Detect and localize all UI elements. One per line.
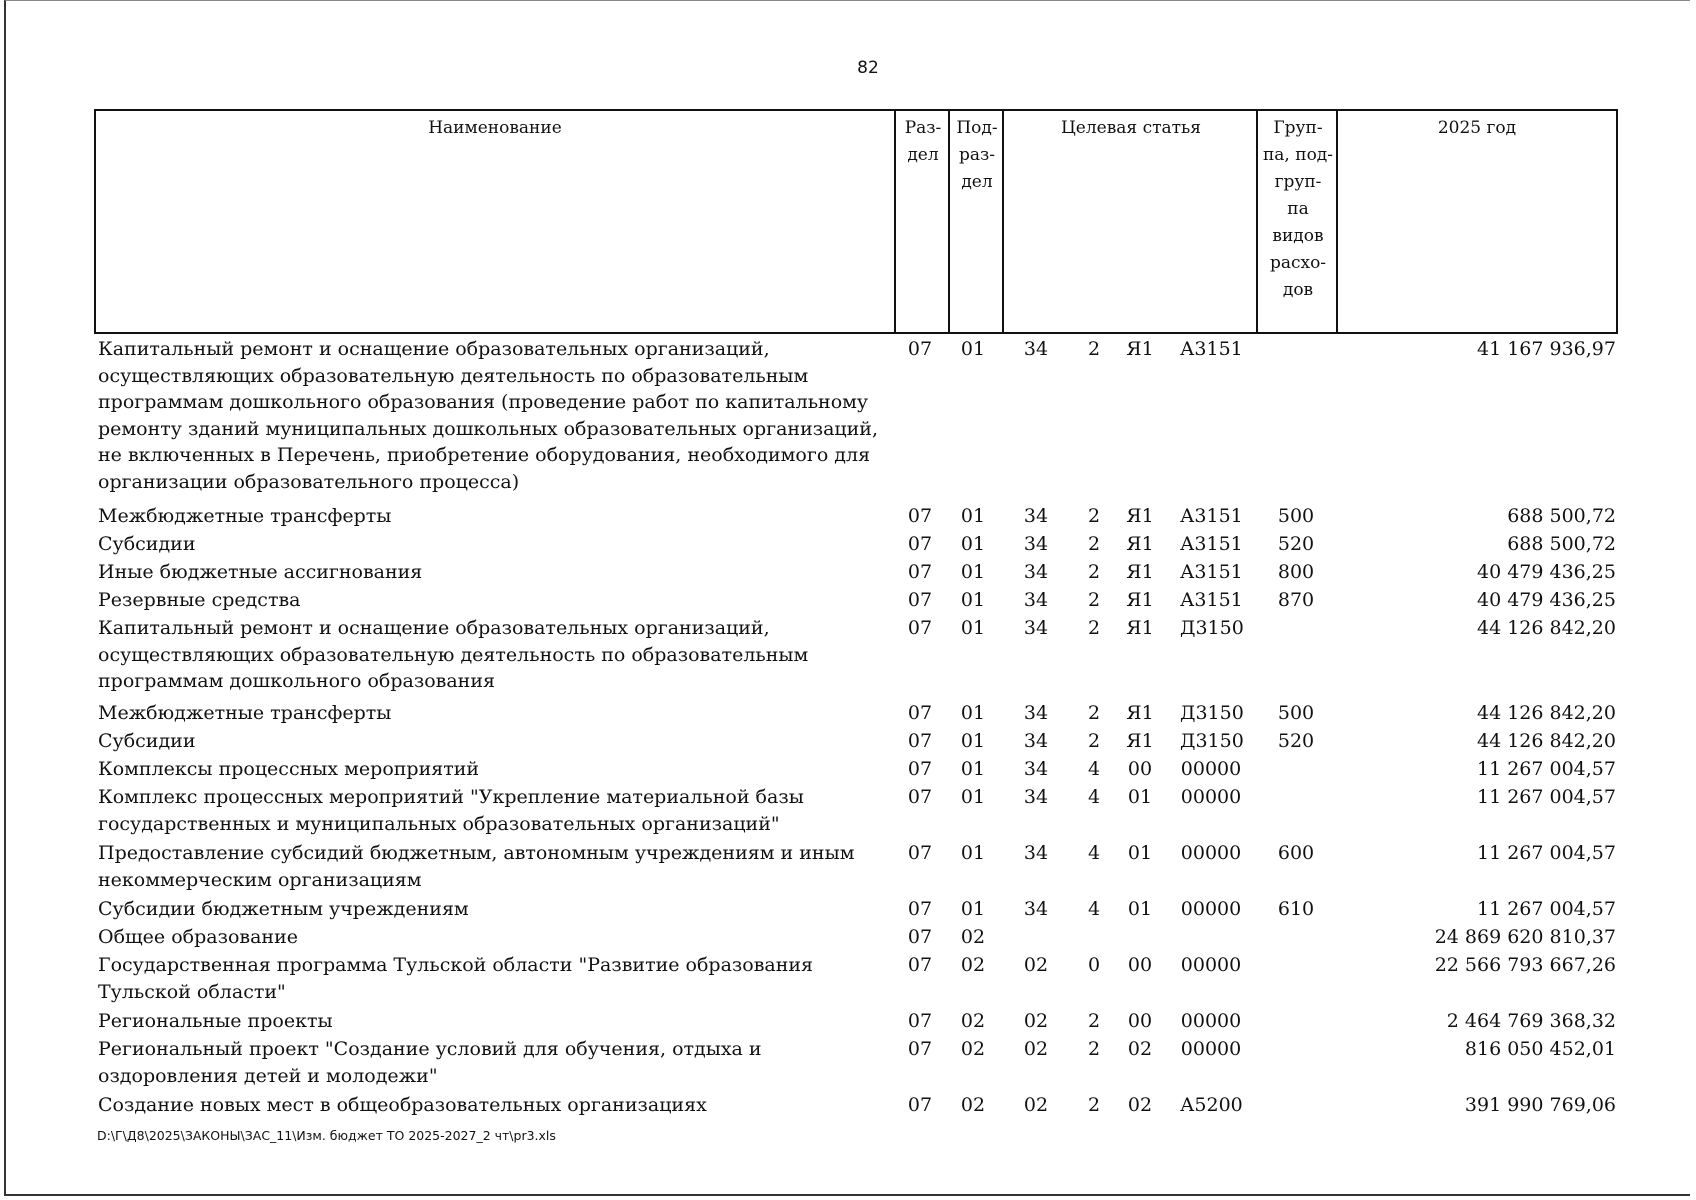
row-target-direction: А3151 bbox=[1180, 505, 1243, 527]
row-name: Общее образование bbox=[98, 926, 298, 948]
row-razdel: 07 bbox=[907, 898, 933, 920]
row-podrazdel: 01 bbox=[960, 561, 986, 583]
row-target-program: 34 bbox=[1023, 561, 1049, 583]
row-amount-2025: 11 267 004,57 bbox=[1476, 898, 1616, 920]
row-target-direction: Д3150 bbox=[1180, 730, 1244, 752]
row-podrazdel: 01 bbox=[960, 617, 986, 639]
row-podrazdel: 02 bbox=[960, 954, 986, 976]
row-target-program: 34 bbox=[1023, 786, 1049, 808]
table-header bbox=[94, 109, 1618, 334]
row-target-project: 01 bbox=[1127, 786, 1153, 808]
row-podrazdel: 01 bbox=[960, 589, 986, 611]
row-expense-group: 500 bbox=[1277, 702, 1315, 724]
row-target-program: 34 bbox=[1023, 702, 1049, 724]
row-target-type: 2 bbox=[1087, 561, 1101, 583]
row-expense-group: 520 bbox=[1277, 730, 1315, 752]
row-amount-2025: 11 267 004,57 bbox=[1476, 758, 1616, 780]
row-target-project: Я1 bbox=[1126, 561, 1154, 583]
row-podrazdel: 01 bbox=[960, 842, 986, 864]
row-target-type: 4 bbox=[1087, 898, 1101, 920]
row-razdel: 07 bbox=[907, 338, 933, 360]
row-target-project: 00 bbox=[1127, 758, 1153, 780]
row-podrazdel: 01 bbox=[960, 505, 986, 527]
row-target-type: 4 bbox=[1087, 758, 1101, 780]
row-razdel: 07 bbox=[907, 702, 933, 724]
row-amount-2025: 2 464 769 368,32 bbox=[1446, 1010, 1616, 1032]
row-target-project: 00 bbox=[1127, 954, 1153, 976]
row-name: Субсидии bbox=[98, 533, 196, 555]
row-name: Создание новых мест в общеобразовательных организациях bbox=[98, 1094, 707, 1116]
row-expense-group: 600 bbox=[1277, 842, 1315, 864]
row-podrazdel: 01 bbox=[960, 758, 986, 780]
row-target-project: Я1 bbox=[1126, 730, 1154, 752]
row-target-program: 02 bbox=[1023, 1094, 1049, 1116]
row-target-type: 2 bbox=[1087, 338, 1101, 360]
row-amount-2025: 40 479 436,25 bbox=[1476, 561, 1616, 583]
row-amount-2025: 41 167 936,97 bbox=[1476, 338, 1616, 360]
row-podrazdel: 01 bbox=[960, 533, 986, 555]
row-podrazdel: 01 bbox=[960, 338, 986, 360]
header-podrazdel: Под- раз- дел bbox=[948, 111, 1004, 332]
row-target-project: Я1 bbox=[1126, 589, 1154, 611]
file-path: D:\Г\Д8\2025\ЗАКОНЫ\ЗАС_11\Изм. бюджет ТО 2025-2027_2 чт\pr3.xls bbox=[97, 1128, 556, 1143]
row-razdel: 07 bbox=[907, 730, 933, 752]
row-target-program: 02 bbox=[1023, 1038, 1049, 1060]
header-target-article: Целевая статья bbox=[1002, 111, 1258, 332]
row-name: Иные бюджетные ассигнования bbox=[98, 561, 423, 583]
header-name: Наименование bbox=[428, 118, 562, 138]
header-razdel: Раз- дел bbox=[894, 111, 950, 332]
row-target-direction: Д3150 bbox=[1180, 702, 1244, 724]
row-target-type: 2 bbox=[1087, 533, 1101, 555]
row-target-direction: 00000 bbox=[1180, 1010, 1242, 1032]
row-razdel: 07 bbox=[907, 926, 933, 948]
row-target-type: 2 bbox=[1087, 1038, 1101, 1060]
row-target-project: Я1 bbox=[1126, 533, 1154, 555]
row-podrazdel: 01 bbox=[960, 898, 986, 920]
row-target-program: 34 bbox=[1023, 505, 1049, 527]
row-razdel: 07 bbox=[907, 589, 933, 611]
row-target-direction: 00000 bbox=[1180, 786, 1242, 808]
row-amount-2025: 24 869 620 810,37 bbox=[1434, 926, 1616, 948]
row-target-direction: А3151 bbox=[1180, 561, 1243, 583]
row-target-project: Я1 bbox=[1126, 338, 1154, 360]
row-name: Межбюджетные трансферты bbox=[98, 505, 392, 527]
row-name: Резервные средства bbox=[98, 589, 301, 611]
row-expense-group: 870 bbox=[1277, 589, 1315, 611]
row-amount-2025: 22 566 793 667,26 bbox=[1434, 954, 1616, 976]
row-target-project: 00 bbox=[1127, 1010, 1153, 1032]
row-target-program: 34 bbox=[1023, 589, 1049, 611]
row-target-direction: 00000 bbox=[1180, 758, 1242, 780]
row-name: Межбюджетные трансферты bbox=[98, 702, 392, 724]
row-podrazdel: 02 bbox=[960, 926, 986, 948]
row-podrazdel: 02 bbox=[960, 1094, 986, 1116]
row-name: Государственная программа Тульской области "Развитие образования Тульской области" bbox=[98, 954, 814, 1003]
row-podrazdel: 02 bbox=[960, 1010, 986, 1032]
header-expense-group: Груп- па, под- груп- па видов расхо- дов bbox=[1256, 111, 1338, 332]
row-target-type: 4 bbox=[1087, 842, 1101, 864]
row-target-type: 2 bbox=[1087, 1010, 1101, 1032]
row-target-type: 2 bbox=[1087, 702, 1101, 724]
page-number: 82 bbox=[857, 58, 879, 78]
row-target-direction: А5200 bbox=[1180, 1094, 1243, 1116]
row-amount-2025: 40 479 436,25 bbox=[1476, 589, 1616, 611]
row-razdel: 07 bbox=[907, 1094, 933, 1116]
row-expense-group: 800 bbox=[1277, 561, 1315, 583]
row-target-direction: А3151 bbox=[1180, 338, 1243, 360]
row-name: Комплекс процессных мероприятий "Укрепление материальной базы государственных и муниципальных образовательных организаций" bbox=[98, 786, 804, 835]
row-target-program: 34 bbox=[1023, 338, 1049, 360]
row-amount-2025: 688 500,72 bbox=[1507, 533, 1616, 555]
row-target-type: 2 bbox=[1087, 589, 1101, 611]
row-target-project: 01 bbox=[1127, 842, 1153, 864]
row-amount-2025: 688 500,72 bbox=[1507, 505, 1616, 527]
row-amount-2025: 11 267 004,57 bbox=[1476, 842, 1616, 864]
row-razdel: 07 bbox=[907, 954, 933, 976]
row-podrazdel: 01 bbox=[960, 730, 986, 752]
row-expense-group: 610 bbox=[1277, 898, 1315, 920]
row-target-direction: 00000 bbox=[1180, 842, 1242, 864]
row-target-direction: 00000 bbox=[1180, 954, 1242, 976]
row-target-direction: 00000 bbox=[1180, 1038, 1242, 1060]
row-expense-group: 520 bbox=[1277, 533, 1315, 555]
row-target-program: 34 bbox=[1023, 898, 1049, 920]
row-razdel: 07 bbox=[907, 561, 933, 583]
row-razdel: 07 bbox=[907, 505, 933, 527]
row-amount-2025: 11 267 004,57 bbox=[1476, 786, 1616, 808]
row-target-program: 34 bbox=[1023, 617, 1049, 639]
row-target-project: Я1 bbox=[1126, 617, 1154, 639]
row-target-project: Я1 bbox=[1126, 702, 1154, 724]
row-target-project: 01 bbox=[1127, 898, 1153, 920]
row-razdel: 07 bbox=[907, 1038, 933, 1060]
row-target-direction: А3151 bbox=[1180, 589, 1243, 611]
row-target-program: 34 bbox=[1023, 842, 1049, 864]
row-target-type: 2 bbox=[1087, 617, 1101, 639]
row-name: Региональные проекты bbox=[98, 1010, 333, 1032]
row-target-program: 34 bbox=[1023, 758, 1049, 780]
row-amount-2025: 44 126 842,20 bbox=[1476, 730, 1616, 752]
row-target-direction: 00000 bbox=[1180, 898, 1242, 920]
row-name: Комплексы процессных мероприятий bbox=[98, 758, 480, 780]
row-name: Предоставление субсидий бюджетным, автономным учреждениям и иным некоммерческим организациям bbox=[98, 842, 855, 891]
row-expense-group: 500 bbox=[1277, 505, 1315, 527]
row-target-program: 34 bbox=[1023, 533, 1049, 555]
row-razdel: 07 bbox=[907, 1010, 933, 1032]
row-name: Капитальный ремонт и оснащение образовательных организаций, осуществляющих образовательную деятельность по образовательным программам дошкольного образования (проведение работ по капитальному ремонту зданий муниципальных дошкольных образовательных организаций, не включенных в Перечень, приобретение оборудования, необходимого для организации образовательного процесса) bbox=[98, 338, 879, 493]
row-target-program: 34 bbox=[1023, 730, 1049, 752]
row-target-project: 02 bbox=[1127, 1038, 1153, 1060]
row-razdel: 07 bbox=[907, 758, 933, 780]
row-razdel: 07 bbox=[907, 617, 933, 639]
row-target-type: 0 bbox=[1087, 954, 1101, 976]
row-name: Капитальный ремонт и оснащение образовательных организаций, осуществляющих образовательную деятельность по образовательным программам дошкольного образования bbox=[98, 617, 809, 692]
row-amount-2025: 44 126 842,20 bbox=[1476, 617, 1616, 639]
row-amount-2025: 391 990 769,06 bbox=[1464, 1094, 1616, 1116]
row-name: Региональный проект "Создание условий для обучения, отдыха и оздоровления детей и молодежи" bbox=[98, 1038, 762, 1087]
row-target-program: 02 bbox=[1023, 954, 1049, 976]
row-name: Субсидии бюджетным учреждениям bbox=[98, 898, 469, 920]
row-podrazdel: 01 bbox=[960, 786, 986, 808]
header-year: 2025 год bbox=[1336, 111, 1616, 332]
row-razdel: 07 bbox=[907, 842, 933, 864]
row-amount-2025: 816 050 452,01 bbox=[1464, 1038, 1616, 1060]
row-target-project: 02 bbox=[1127, 1094, 1153, 1116]
row-target-project: Я1 bbox=[1126, 505, 1154, 527]
row-target-type: 4 bbox=[1087, 786, 1101, 808]
row-target-type: 2 bbox=[1087, 730, 1101, 752]
row-target-type: 2 bbox=[1087, 505, 1101, 527]
row-podrazdel: 02 bbox=[960, 1038, 986, 1060]
row-target-direction: Д3150 bbox=[1180, 617, 1244, 639]
row-target-type: 2 bbox=[1087, 1094, 1101, 1116]
row-razdel: 07 bbox=[907, 533, 933, 555]
row-target-program: 02 bbox=[1023, 1010, 1049, 1032]
row-podrazdel: 01 bbox=[960, 702, 986, 724]
row-amount-2025: 44 126 842,20 bbox=[1476, 702, 1616, 724]
row-target-direction: А3151 bbox=[1180, 533, 1243, 555]
row-razdel: 07 bbox=[907, 786, 933, 808]
row-name: Субсидии bbox=[98, 730, 196, 752]
